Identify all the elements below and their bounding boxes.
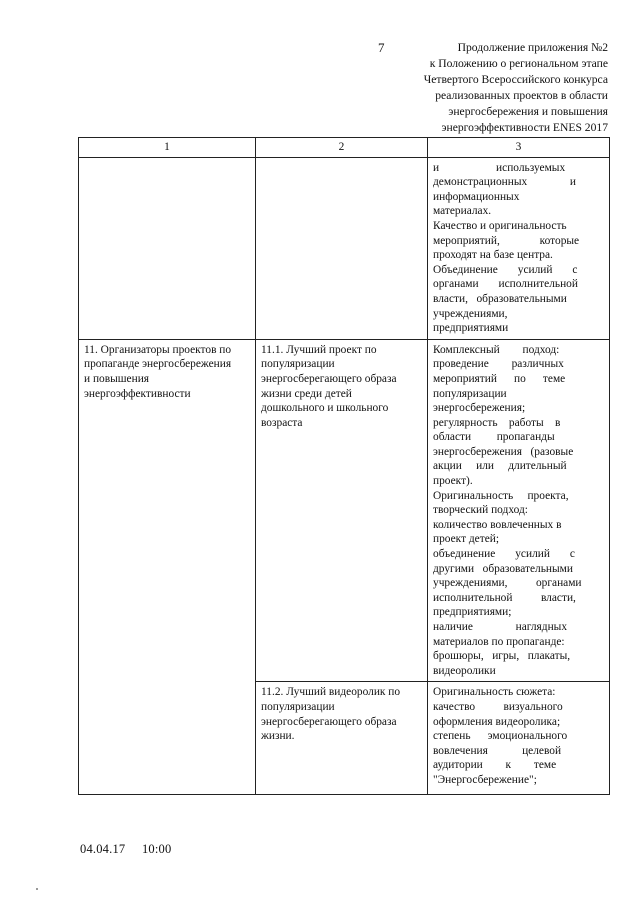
cell-line: жизни среди детей xyxy=(261,387,352,400)
cell-line: популяризации xyxy=(261,358,335,371)
cell-line: брошюры, игры, плакаты, xyxy=(433,650,571,663)
footer-date: 04.04.17 xyxy=(80,842,126,856)
cell-line: проект). xyxy=(433,475,473,488)
cell-line: энергосберегающего образа xyxy=(261,372,397,385)
appendix-header-line: энергосбережения и повышения xyxy=(448,105,608,118)
table-row-11-1 xyxy=(79,339,610,682)
empty-cell xyxy=(79,157,256,339)
appendix-header-line: Продолжение приложения №2 xyxy=(457,41,608,54)
cell-line: пропаганде энергосбережения xyxy=(84,358,232,371)
criteria-cell xyxy=(428,682,610,795)
cell-line: аудитории к теме xyxy=(433,759,557,772)
cell-line: демонстрационных и xyxy=(433,176,577,189)
cell-line: области пропаганды xyxy=(433,431,555,444)
criteria-cell xyxy=(428,339,610,682)
empty-cell xyxy=(256,157,428,339)
cell-line: власти, образовательными xyxy=(433,292,567,305)
cell-line: "Энергосбережение"; xyxy=(433,773,537,786)
cell-line: объединение усилий с xyxy=(433,548,575,561)
cell-line: степень эмоционального xyxy=(433,730,568,743)
cell-line: энергосбережения; xyxy=(433,402,526,415)
cell-line: дошкольного и школьного xyxy=(261,402,389,415)
scan-artifact xyxy=(36,888,38,890)
cell-line: предприятиями xyxy=(433,322,509,335)
cell-line: и используемых xyxy=(433,161,566,174)
subnomination-cell xyxy=(256,682,428,795)
cell-line: качество визуального xyxy=(433,700,563,713)
cell-line: энергоэффективности xyxy=(84,387,191,400)
cell-line: проект детей; xyxy=(433,533,500,546)
cell-line: количество вовлеченных в xyxy=(433,518,562,531)
appendix-header-line: к Положению о региональном этапе xyxy=(429,57,608,70)
cell-line: Объединение усилий с xyxy=(433,263,578,276)
appendix-header-line: реализованных проектов в области xyxy=(435,89,608,102)
appendix-header xyxy=(386,40,608,136)
cell-line: энергосберегающего образа xyxy=(261,715,397,728)
cell-line: популяризации xyxy=(433,387,507,400)
cell-line: учреждениями, xyxy=(433,307,508,320)
criteria-table xyxy=(78,137,610,795)
cell-line: проведение различных xyxy=(433,358,564,371)
appendix-header-line: энергоэффективности ENES 2017 xyxy=(441,121,608,134)
cell-line: материалах. xyxy=(433,205,492,218)
table-header-row xyxy=(79,138,610,158)
cell-line: органами исполнительной xyxy=(433,278,578,291)
cell-line: Оригинальность проекта, xyxy=(433,489,569,502)
page-number: 7 xyxy=(378,40,385,55)
cell-line: другими образовательными xyxy=(433,562,573,575)
cell-line: видеоролики xyxy=(433,664,496,677)
cell-line: проходят на базе центра. xyxy=(433,249,553,262)
cell-line: Качество и оригинальность xyxy=(433,219,567,232)
cell-line: учреждениями, органами xyxy=(433,577,582,590)
cell-line: жизни. xyxy=(261,730,295,743)
cell-line: мероприятий по теме xyxy=(433,372,566,385)
subnomination-cell xyxy=(256,339,428,682)
table-row-continuation xyxy=(79,157,610,339)
cell-line: Комплексный подход: xyxy=(433,343,560,356)
cell-line: популяризации xyxy=(261,700,335,713)
criteria-cell xyxy=(428,157,610,339)
cell-line: исполнительной власти, xyxy=(433,591,576,604)
cell-line: регулярность работы в xyxy=(433,416,561,429)
cell-line: вовлечения целевой xyxy=(433,744,562,757)
appendix-header-line: Четвертого Всероссийского конкурса xyxy=(423,73,608,86)
column-header-3: 3 xyxy=(428,138,610,158)
cell-line: мероприятий, которые xyxy=(433,234,580,247)
cell-line: оформления видеоролика; xyxy=(433,715,561,728)
cell-line: 11.2. Лучший видеоролик по xyxy=(261,686,401,699)
cell-line: наличие наглядных xyxy=(433,621,568,633)
footer-time: 10:00 xyxy=(141,842,172,856)
cell-line: возраста xyxy=(261,416,303,429)
cell-line: творческий подход: xyxy=(433,504,528,517)
cell-line: 11.1. Лучший проект по xyxy=(261,343,377,356)
cell-line: и повышения xyxy=(84,372,150,385)
nomination-cell xyxy=(79,339,256,795)
column-header-1: 1 xyxy=(79,138,256,158)
cell-line: информационных xyxy=(433,190,520,203)
column-header-2: 2 xyxy=(256,138,428,158)
cell-line: Оригинальность сюжета: xyxy=(433,686,556,699)
cell-line: акции или длительный xyxy=(433,460,567,473)
cell-line: материалов по пропаганде: xyxy=(433,635,565,648)
cell-line: энергосбережения (разовые xyxy=(433,445,574,458)
cell-line: 11. Организаторы проектов по xyxy=(84,343,232,356)
footer-datetime xyxy=(80,842,171,857)
cell-line: предприятиями; xyxy=(433,606,512,619)
